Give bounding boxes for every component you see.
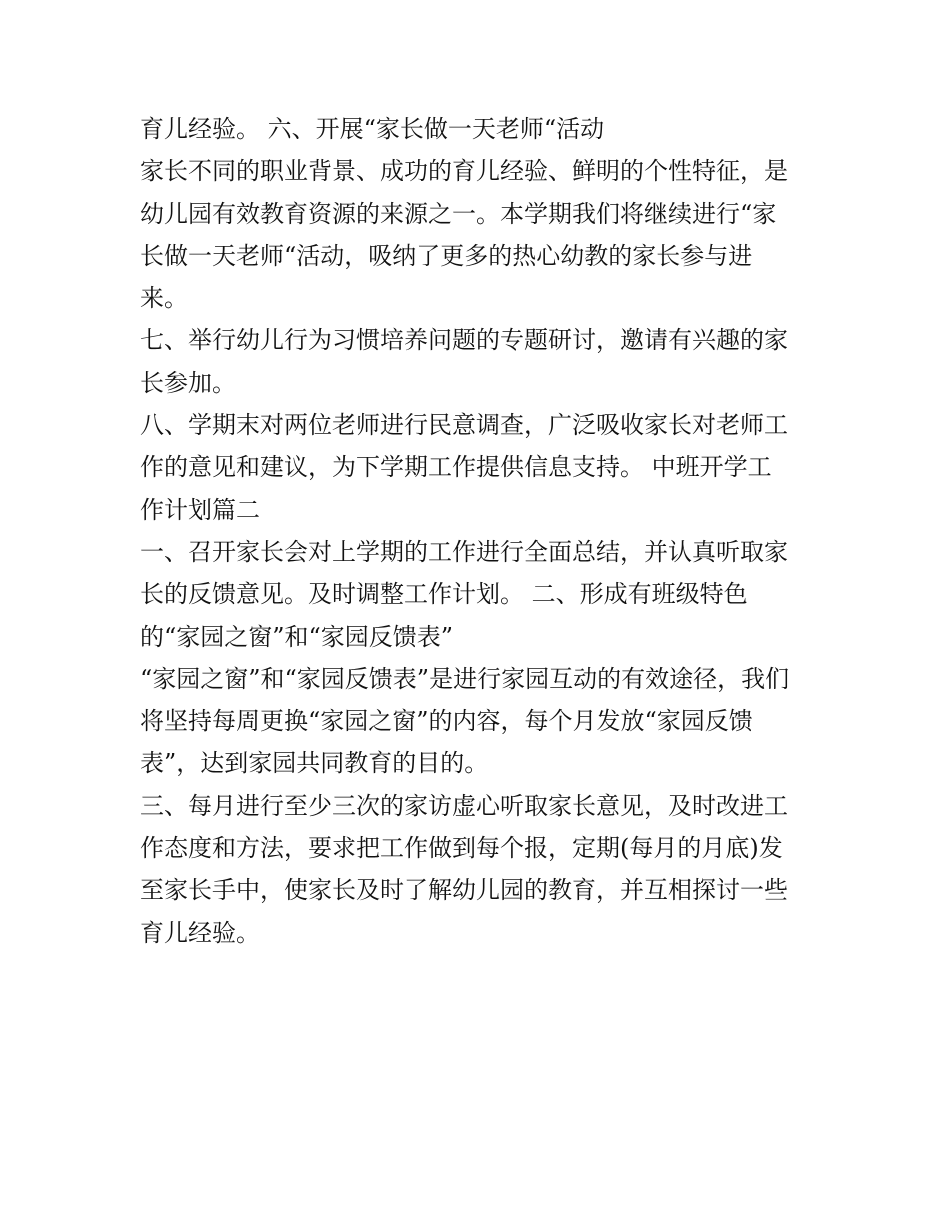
text-line: 长做一天老师“活动，吸纳了更多的热心幼教的家长参与进 (140, 241, 753, 270)
text-line: 一、召开家长会对上学期的工作进行全面总结，并认真听取家 (140, 537, 788, 566)
text-line: 表”，达到家园共同教育的目的。 (140, 749, 489, 778)
text-line: 家长不同的职业背景、成功的育儿经验、鲜明的个性特征，是 (140, 157, 788, 186)
text-line: 作态度和方法，要求把工作做到每个报，定期(每月的月底)发 (140, 834, 783, 863)
text-line: 至家长手中，使家长及时了解幼儿园的教育，并互相探讨一些 (140, 876, 788, 905)
text-line: 来。 (140, 284, 188, 313)
document-body (140, 108, 820, 954)
text-line: 育儿经验。 (140, 918, 260, 947)
text-line: 作计划篇二 (140, 495, 260, 524)
text-line: 作的意见和建议，为下学期工作提供信息支持。 中班开学工 (140, 453, 772, 482)
text-line: 长的反馈意见。及时调整工作计划。 二、形成有班级特色 (140, 580, 748, 609)
text-line: 三、每月进行至少三次的家访虚心听取家长意见，及时改进工 (140, 791, 788, 820)
text-line: 幼儿园有效教育资源的来源之一。本学期我们将继续进行“家 (140, 199, 777, 228)
text-line: “家园之窗”和“家园反馈表”是进行家园互动的有效途径，我们 (140, 664, 790, 693)
text-line: 七、举行幼儿行为习惯培养问题的专题研讨，邀请有兴趣的家 (140, 326, 788, 355)
text-line: 的“家园之窗”和“家园反馈表” (140, 622, 454, 651)
text-line: 育儿经验。 六、开展“家长做一天老师“活动 (140, 115, 605, 143)
text-line: 将坚持每周更换“家园之窗”的内容，每个月发放“家园反馈 (140, 707, 753, 736)
text-line: 八、学期末对两位老师进行民意调查，广泛吸收家长对老师工 (140, 411, 788, 440)
text-line: 长参加。 (140, 368, 236, 397)
